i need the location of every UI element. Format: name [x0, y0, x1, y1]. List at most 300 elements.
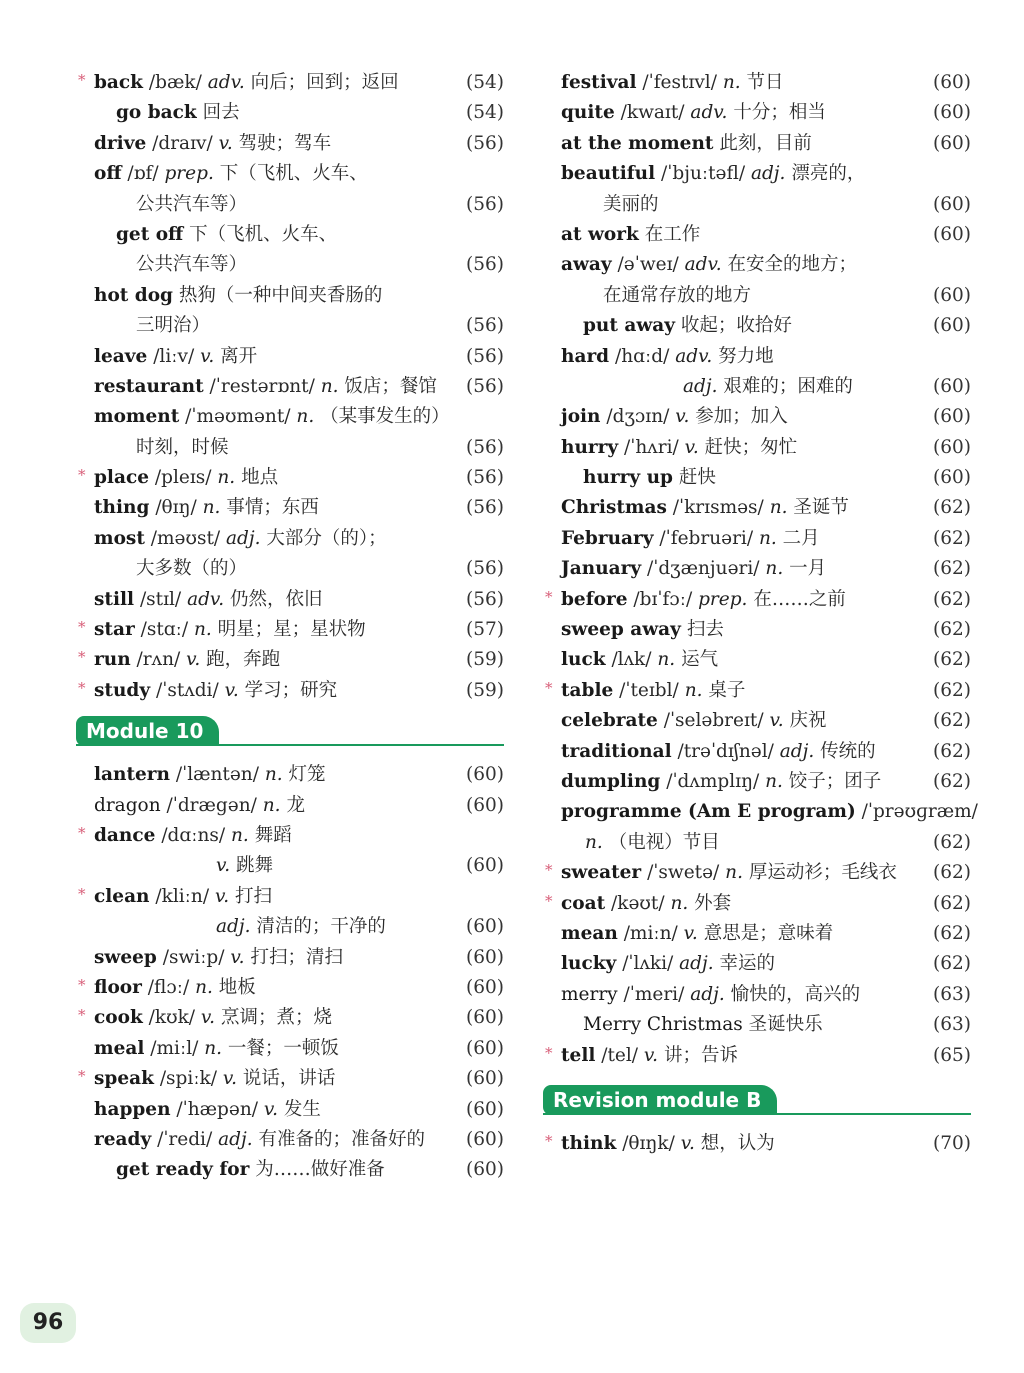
vocab-entry [78, 220, 504, 250]
entry-text [78, 342, 504, 372]
entry-phonetic: /ˈdrægən/ [166, 794, 257, 816]
entry-word: luck [561, 649, 606, 671]
entry-text [78, 220, 504, 250]
entry-word: lucky [561, 953, 617, 975]
entry-part-of-speech: n. [725, 862, 743, 884]
entry-phonetic: /miːn/ [623, 922, 678, 944]
entry-text [78, 493, 504, 523]
entry-phonetic: /ˈbjuːtəfl/ [661, 163, 746, 185]
entry-text [78, 98, 504, 128]
entry-text [78, 912, 504, 942]
entry-definition: 时刻，时候 [136, 436, 229, 458]
entry-definition: 有准备的；准备好的 [258, 1128, 425, 1150]
entry-word: still [94, 588, 135, 610]
entry-word: February [561, 527, 654, 549]
entry-word: leave [94, 345, 148, 367]
entry-definition: 赶快 [678, 467, 716, 489]
entry-text [78, 433, 504, 463]
entry-text [545, 1041, 971, 1071]
vocab-entry [78, 1034, 504, 1064]
entry-word: away [561, 254, 612, 276]
entry-text [78, 129, 504, 159]
entry-definition: 公共汽车等） [136, 254, 248, 276]
entry-phonetic: /rʌn/ [136, 649, 181, 671]
entry-word: lantern [94, 764, 170, 786]
entry-page-ref: (60) [466, 794, 504, 816]
entry-definition: 赶快；匆忙 [704, 436, 798, 458]
entry-definition: 参加；加入 [695, 406, 788, 428]
entry-text [78, 760, 504, 790]
entry-text [545, 402, 971, 432]
entry-phonetic: /lʌk/ [611, 649, 652, 671]
entry-text [545, 676, 971, 706]
entry-text [545, 493, 971, 523]
entry-part-of-speech: adj. [216, 916, 251, 938]
entry-word: Merry Christmas [583, 1014, 743, 1036]
entry-definition: 幸运的 [719, 953, 776, 975]
entry-word: quite [561, 102, 615, 124]
entry-phonetic: /stɑː/ [140, 619, 189, 641]
entry-phonetic: /ˈlæntən/ [175, 764, 259, 786]
vocab-entry [545, 585, 971, 615]
entry-text [78, 851, 504, 881]
entry-word: back [94, 72, 144, 93]
vocab-entry [545, 433, 971, 463]
entry-phonetic: /ˈfebruəri/ [659, 527, 754, 549]
vocab-entry [78, 159, 504, 189]
entry-text [545, 615, 971, 645]
entry-definition: 事情；东西 [226, 497, 319, 519]
entry-page-ref: (60) [933, 223, 971, 245]
entry-text [545, 98, 971, 128]
entry-definition: 灯笼 [288, 764, 326, 786]
entry-phonetic: /dɑːns/ [161, 824, 226, 846]
entry-word: hurry up [583, 467, 673, 489]
entry-word: restaurant [94, 375, 204, 397]
entry-word: hurry [561, 436, 619, 458]
entry-word: get off [116, 223, 184, 245]
vocab-entry [545, 68, 971, 98]
vocab-entry [545, 554, 971, 584]
entry-phonetic: /ˈkrɪsməs/ [672, 497, 764, 519]
entry-part-of-speech: adv. [690, 102, 728, 124]
entry-text [545, 949, 971, 979]
entry-word: January [561, 558, 642, 580]
entry-page-ref: (60) [933, 193, 971, 215]
entry-text [545, 129, 971, 159]
vocab-entry [78, 463, 504, 493]
entry-phonetic: /kʊk/ [148, 1007, 196, 1029]
entry-part-of-speech: v. [216, 855, 231, 877]
entry-definition: 在工作 [644, 223, 701, 245]
entry-definition: 龙 [286, 794, 305, 816]
entry-page-ref: (56) [466, 345, 504, 367]
entry-page-ref: (59) [466, 649, 504, 671]
entry-phonetic: /ˈməʊmənt/ [185, 406, 291, 428]
entry-phonetic: /ˈstʌdi/ [156, 679, 219, 701]
entry-phonetic: /liːv/ [153, 345, 195, 367]
vocab-entry [545, 980, 971, 1010]
entry-text [78, 1095, 504, 1125]
entry-text [545, 980, 971, 1010]
entry-phonetic: /bæk/ [148, 72, 202, 93]
entry-word: at the moment [561, 132, 714, 154]
entry-part-of-speech: prep. [698, 588, 748, 610]
left-entry-list [78, 68, 504, 706]
vocab-entry [545, 463, 971, 493]
entry-text [545, 281, 971, 311]
entry-word: thing [94, 497, 150, 519]
entry-definition: 下（飞机、火车、 [189, 223, 338, 245]
entry-definition: 为……做好准备 [255, 1159, 385, 1181]
vocab-entry [78, 433, 504, 463]
entry-phonetic: /ˈfestɪvl/ [642, 72, 717, 93]
entry-part-of-speech: adj. [218, 1128, 253, 1150]
entry-text [545, 311, 971, 341]
entry-phonetic: /ˈdʌmplɪŋ/ [666, 770, 760, 792]
entry-text [78, 585, 504, 615]
entry-text [78, 676, 504, 706]
entry-page-ref: (60) [933, 132, 971, 154]
vocab-entry [78, 676, 504, 706]
entry-page-ref: (62) [933, 679, 971, 701]
entry-word: place [94, 467, 149, 489]
entry-text [545, 767, 971, 797]
vocab-entry [545, 1129, 971, 1159]
revision-module-b-entry-list [545, 1129, 971, 1159]
entry-part-of-speech: v. [200, 345, 215, 367]
entry-definition: 饺子；团子 [788, 770, 882, 792]
module-title: Module 10 [76, 716, 219, 746]
entry-page-ref: (56) [466, 193, 504, 215]
entry-page-ref: (60) [466, 1159, 504, 1181]
entry-page-ref: (60) [466, 764, 504, 786]
entry-text [545, 889, 971, 919]
vocab-entry [545, 706, 971, 736]
entry-definition: 传统的 [820, 740, 876, 762]
entry-text [78, 882, 504, 912]
vocab-entry [545, 737, 971, 767]
entry-page-ref: (56) [466, 558, 504, 580]
entry-definition: 扫去 [686, 619, 724, 641]
entry-page-ref: (62) [933, 619, 971, 641]
entry-definition: 十分；相当 [733, 102, 826, 124]
vocab-entry [545, 797, 978, 827]
entry-definition: 三明治） [136, 315, 211, 337]
entry-definition: 向后；回到；返回 [250, 72, 399, 93]
entry-definition: 美丽的 [603, 193, 659, 215]
vocab-entry [545, 1010, 971, 1040]
entry-part-of-speech: n. [204, 1037, 223, 1059]
entry-page-ref: (60) [466, 855, 504, 877]
entry-definition: 在通常存放的地方 [603, 284, 752, 306]
entry-word: put away [583, 315, 676, 337]
entry-phonetic: /ˈswetə/ [647, 862, 720, 884]
entry-definition: （电视）节目 [608, 831, 720, 853]
entry-page-ref: (60) [466, 1068, 504, 1090]
entry-text [78, 402, 504, 432]
vocab-entry [78, 645, 504, 675]
entry-page-ref: (62) [933, 831, 971, 853]
entry-phonetic: /ˈredi/ [157, 1128, 213, 1150]
entry-definition: 地点 [241, 467, 279, 489]
entry-part-of-speech: adj. [683, 375, 718, 397]
entry-phonetic: /stɪl/ [139, 588, 182, 610]
vocab-entry [78, 98, 504, 128]
entry-word: meal [94, 1037, 145, 1059]
entry-phonetic: /kəʊt/ [611, 892, 665, 914]
entry-word: sweater [561, 862, 642, 884]
entry-page-ref: (56) [466, 375, 504, 397]
module-title: Revision module B [543, 1085, 777, 1115]
entry-text [545, 190, 971, 220]
entry-phonetic: /spiːk/ [159, 1068, 217, 1090]
entry-word: at work [561, 223, 639, 245]
entry-definition: 圣诞快乐 [748, 1014, 823, 1036]
star-icon: * [545, 891, 553, 910]
entry-definition: 地板 [218, 976, 256, 998]
entry-text [545, 919, 971, 949]
entry-definition: 下（飞机、火车、 [219, 163, 368, 185]
entry-page-ref: (56) [466, 588, 504, 610]
star-icon: * [545, 587, 553, 606]
entry-phonetic: /flɔː/ [147, 976, 190, 998]
entry-definition: 艰难的；困难的 [723, 375, 853, 397]
vocab-entry [78, 760, 504, 790]
entry-word: merry [561, 983, 618, 1005]
entry-text [78, 1064, 504, 1094]
entry-text [78, 281, 504, 311]
star-icon: * [78, 71, 86, 89]
entry-page-ref: (60) [933, 406, 971, 428]
entry-word: Christmas [561, 497, 667, 519]
star-icon: * [78, 1067, 86, 1086]
vocab-entry [78, 615, 504, 645]
entry-definition: 说话，讲话 [242, 1068, 336, 1090]
module-10-header [76, 716, 504, 754]
star-icon: * [78, 678, 86, 697]
revision-module-b-header [543, 1085, 971, 1123]
entry-text [545, 463, 971, 493]
entry-part-of-speech: n. [769, 497, 788, 519]
entry-part-of-speech: n. [765, 770, 783, 792]
entry-part-of-speech: v. [230, 946, 245, 968]
star-icon: * [545, 678, 553, 697]
entry-page-ref: (56) [466, 315, 504, 337]
vocab-entry [545, 281, 971, 311]
entry-phonetic: /məʊst/ [150, 527, 221, 549]
right-entry-list [545, 68, 978, 1071]
entry-part-of-speech: n. [765, 558, 784, 580]
entry-part-of-speech: v. [684, 436, 699, 458]
entry-definition: 桌子 [708, 679, 746, 701]
entry-text [78, 1155, 504, 1185]
entry-part-of-speech: n. [722, 72, 741, 93]
entry-page-ref: (62) [933, 558, 971, 580]
star-icon: * [545, 1043, 553, 1062]
entry-definition: 努力地 [718, 345, 774, 367]
star-icon: * [78, 1006, 86, 1025]
vocab-entry [78, 524, 504, 554]
entry-phonetic: /ˈhæpən/ [176, 1098, 258, 1120]
vocab-entry [78, 882, 504, 912]
entry-phonetic: /dʒɔɪn/ [606, 406, 670, 428]
vocab-entry [545, 220, 971, 250]
entry-part-of-speech: adj. [226, 527, 261, 549]
entry-phonetic: /ˈdʒænjuəri/ [647, 558, 760, 580]
entry-page-ref: (60) [933, 102, 971, 124]
entry-text [78, 311, 504, 341]
entry-word: run [94, 649, 131, 671]
entry-part-of-speech: adj. [690, 983, 725, 1005]
entry-text [545, 737, 971, 767]
entry-definition: 漂亮的， [791, 163, 866, 185]
entry-text [545, 220, 971, 250]
entry-word: before [561, 588, 628, 610]
vocab-entry [78, 129, 504, 159]
entry-part-of-speech: v. [675, 406, 690, 428]
vocab-entry [545, 949, 971, 979]
vocab-entry [545, 372, 971, 402]
vocab-entry [78, 1003, 504, 1033]
entry-part-of-speech: prep. [164, 163, 214, 185]
entry-part-of-speech: v. [218, 132, 233, 154]
entry-text [78, 68, 504, 98]
entry-definition: 庆祝 [789, 710, 827, 732]
entry-word: coat [561, 892, 606, 914]
entry-word: off [94, 163, 122, 185]
entry-definition: 厚运动衫；毛线衣 [748, 862, 897, 884]
entry-page-ref: (56) [466, 132, 504, 154]
entry-definition: 想，认为 [700, 1132, 775, 1154]
entry-word: go back [116, 102, 197, 124]
entry-word: mean [561, 922, 618, 944]
entry-definition: 在……之前 [753, 588, 846, 610]
vocab-entry [78, 190, 504, 220]
vocab-entry [78, 493, 504, 523]
entry-definition: 运气 [681, 649, 719, 671]
star-icon: * [545, 1131, 553, 1150]
entry-word: sweep away [561, 619, 681, 641]
entry-text [545, 554, 971, 584]
entry-page-ref: (60) [933, 436, 971, 458]
entry-text [78, 554, 504, 584]
entry-phonetic: /ˈhʌri/ [624, 436, 679, 458]
entry-part-of-speech: adj. [779, 740, 815, 762]
entry-part-of-speech: v. [224, 679, 239, 701]
entry-definition: （某事发生的） [320, 406, 450, 428]
entry-word: beautiful [561, 163, 656, 185]
entry-phonetic: /ˈseləbreɪt/ [663, 710, 764, 732]
vocab-entry [545, 645, 971, 675]
entry-definition: 圣诞节 [793, 497, 849, 519]
entry-page-ref: (62) [933, 710, 971, 732]
entry-definition: 在安全的地方； [727, 254, 858, 276]
entry-part-of-speech: n. [193, 619, 212, 641]
entry-word: speak [94, 1068, 154, 1090]
vocab-entry [78, 1064, 504, 1094]
entry-text [545, 342, 971, 372]
entry-page-ref: (60) [466, 1098, 504, 1120]
entry-text [545, 706, 971, 736]
entry-part-of-speech: n. [684, 679, 703, 701]
vocab-entry [545, 402, 971, 432]
entry-text [545, 1010, 971, 1040]
entry-word: get ready for [116, 1159, 250, 1181]
module-divider [543, 1113, 971, 1115]
entry-part-of-speech: v. [214, 885, 230, 907]
entry-part-of-speech: n. [195, 976, 213, 998]
entry-text [545, 68, 971, 98]
vocab-entry [78, 372, 504, 402]
entry-part-of-speech: v. [200, 1007, 216, 1029]
left-column [78, 68, 504, 1186]
entry-definition: 离开 [220, 345, 258, 367]
entry-definition: 仍然，依旧 [229, 588, 323, 610]
entry-definition: 讲；告诉 [663, 1044, 738, 1066]
entry-word: join [561, 406, 601, 428]
entry-phonetic: /tel/ [601, 1044, 639, 1066]
vocab-entry [78, 821, 504, 851]
entry-phonetic: /miːl/ [150, 1037, 199, 1059]
star-icon: * [78, 884, 86, 903]
star-icon: * [78, 975, 86, 994]
entry-part-of-speech: adv. [684, 254, 722, 276]
entry-page-ref: (57) [466, 619, 504, 641]
right-column [545, 68, 978, 1159]
entry-definition: 意思是；意味着 [703, 922, 834, 944]
entry-text [78, 943, 504, 973]
entry-phonetic: /trəˈdɪʃnəl/ [677, 740, 774, 762]
vocab-entry [78, 912, 504, 942]
entry-phonetic: /kwaɪt/ [620, 102, 685, 124]
entry-definition: 舞蹈 [254, 824, 292, 846]
entry-page-ref: (60) [933, 467, 971, 489]
module-divider [76, 744, 504, 746]
entry-page-ref: (56) [466, 254, 504, 276]
entry-part-of-speech: v. [683, 922, 698, 944]
vocab-entry [545, 311, 971, 341]
entry-text [78, 1125, 504, 1155]
vocab-entry [78, 281, 504, 311]
entry-phonetic: /ˈrestərɒnt/ [209, 375, 315, 397]
entry-word: ready [94, 1128, 152, 1150]
entry-page-ref: (60) [933, 72, 971, 93]
vocab-entry [78, 402, 504, 432]
entry-page-ref: (62) [933, 892, 971, 914]
star-icon: * [78, 648, 86, 667]
entry-word: sweep [94, 946, 157, 968]
entry-text [78, 973, 504, 1003]
entry-text [545, 828, 971, 858]
entry-word: hot dog [94, 284, 173, 306]
entry-page-ref: (60) [466, 976, 504, 998]
entry-text [545, 250, 971, 280]
vocab-entry [545, 889, 971, 919]
entry-definition: 回去 [202, 102, 240, 124]
vocab-entry [545, 828, 971, 858]
entry-page-ref: (63) [933, 983, 971, 1005]
entry-part-of-speech: n. [231, 824, 249, 846]
entry-part-of-speech: n. [262, 794, 281, 816]
entry-text [545, 645, 971, 675]
entry-part-of-speech: v. [769, 710, 784, 732]
entry-part-of-speech: v. [263, 1098, 279, 1120]
entry-text [78, 615, 504, 645]
entry-word: dumpling [561, 770, 661, 792]
vocab-entry [78, 68, 504, 98]
entry-page-ref: (62) [933, 649, 971, 671]
